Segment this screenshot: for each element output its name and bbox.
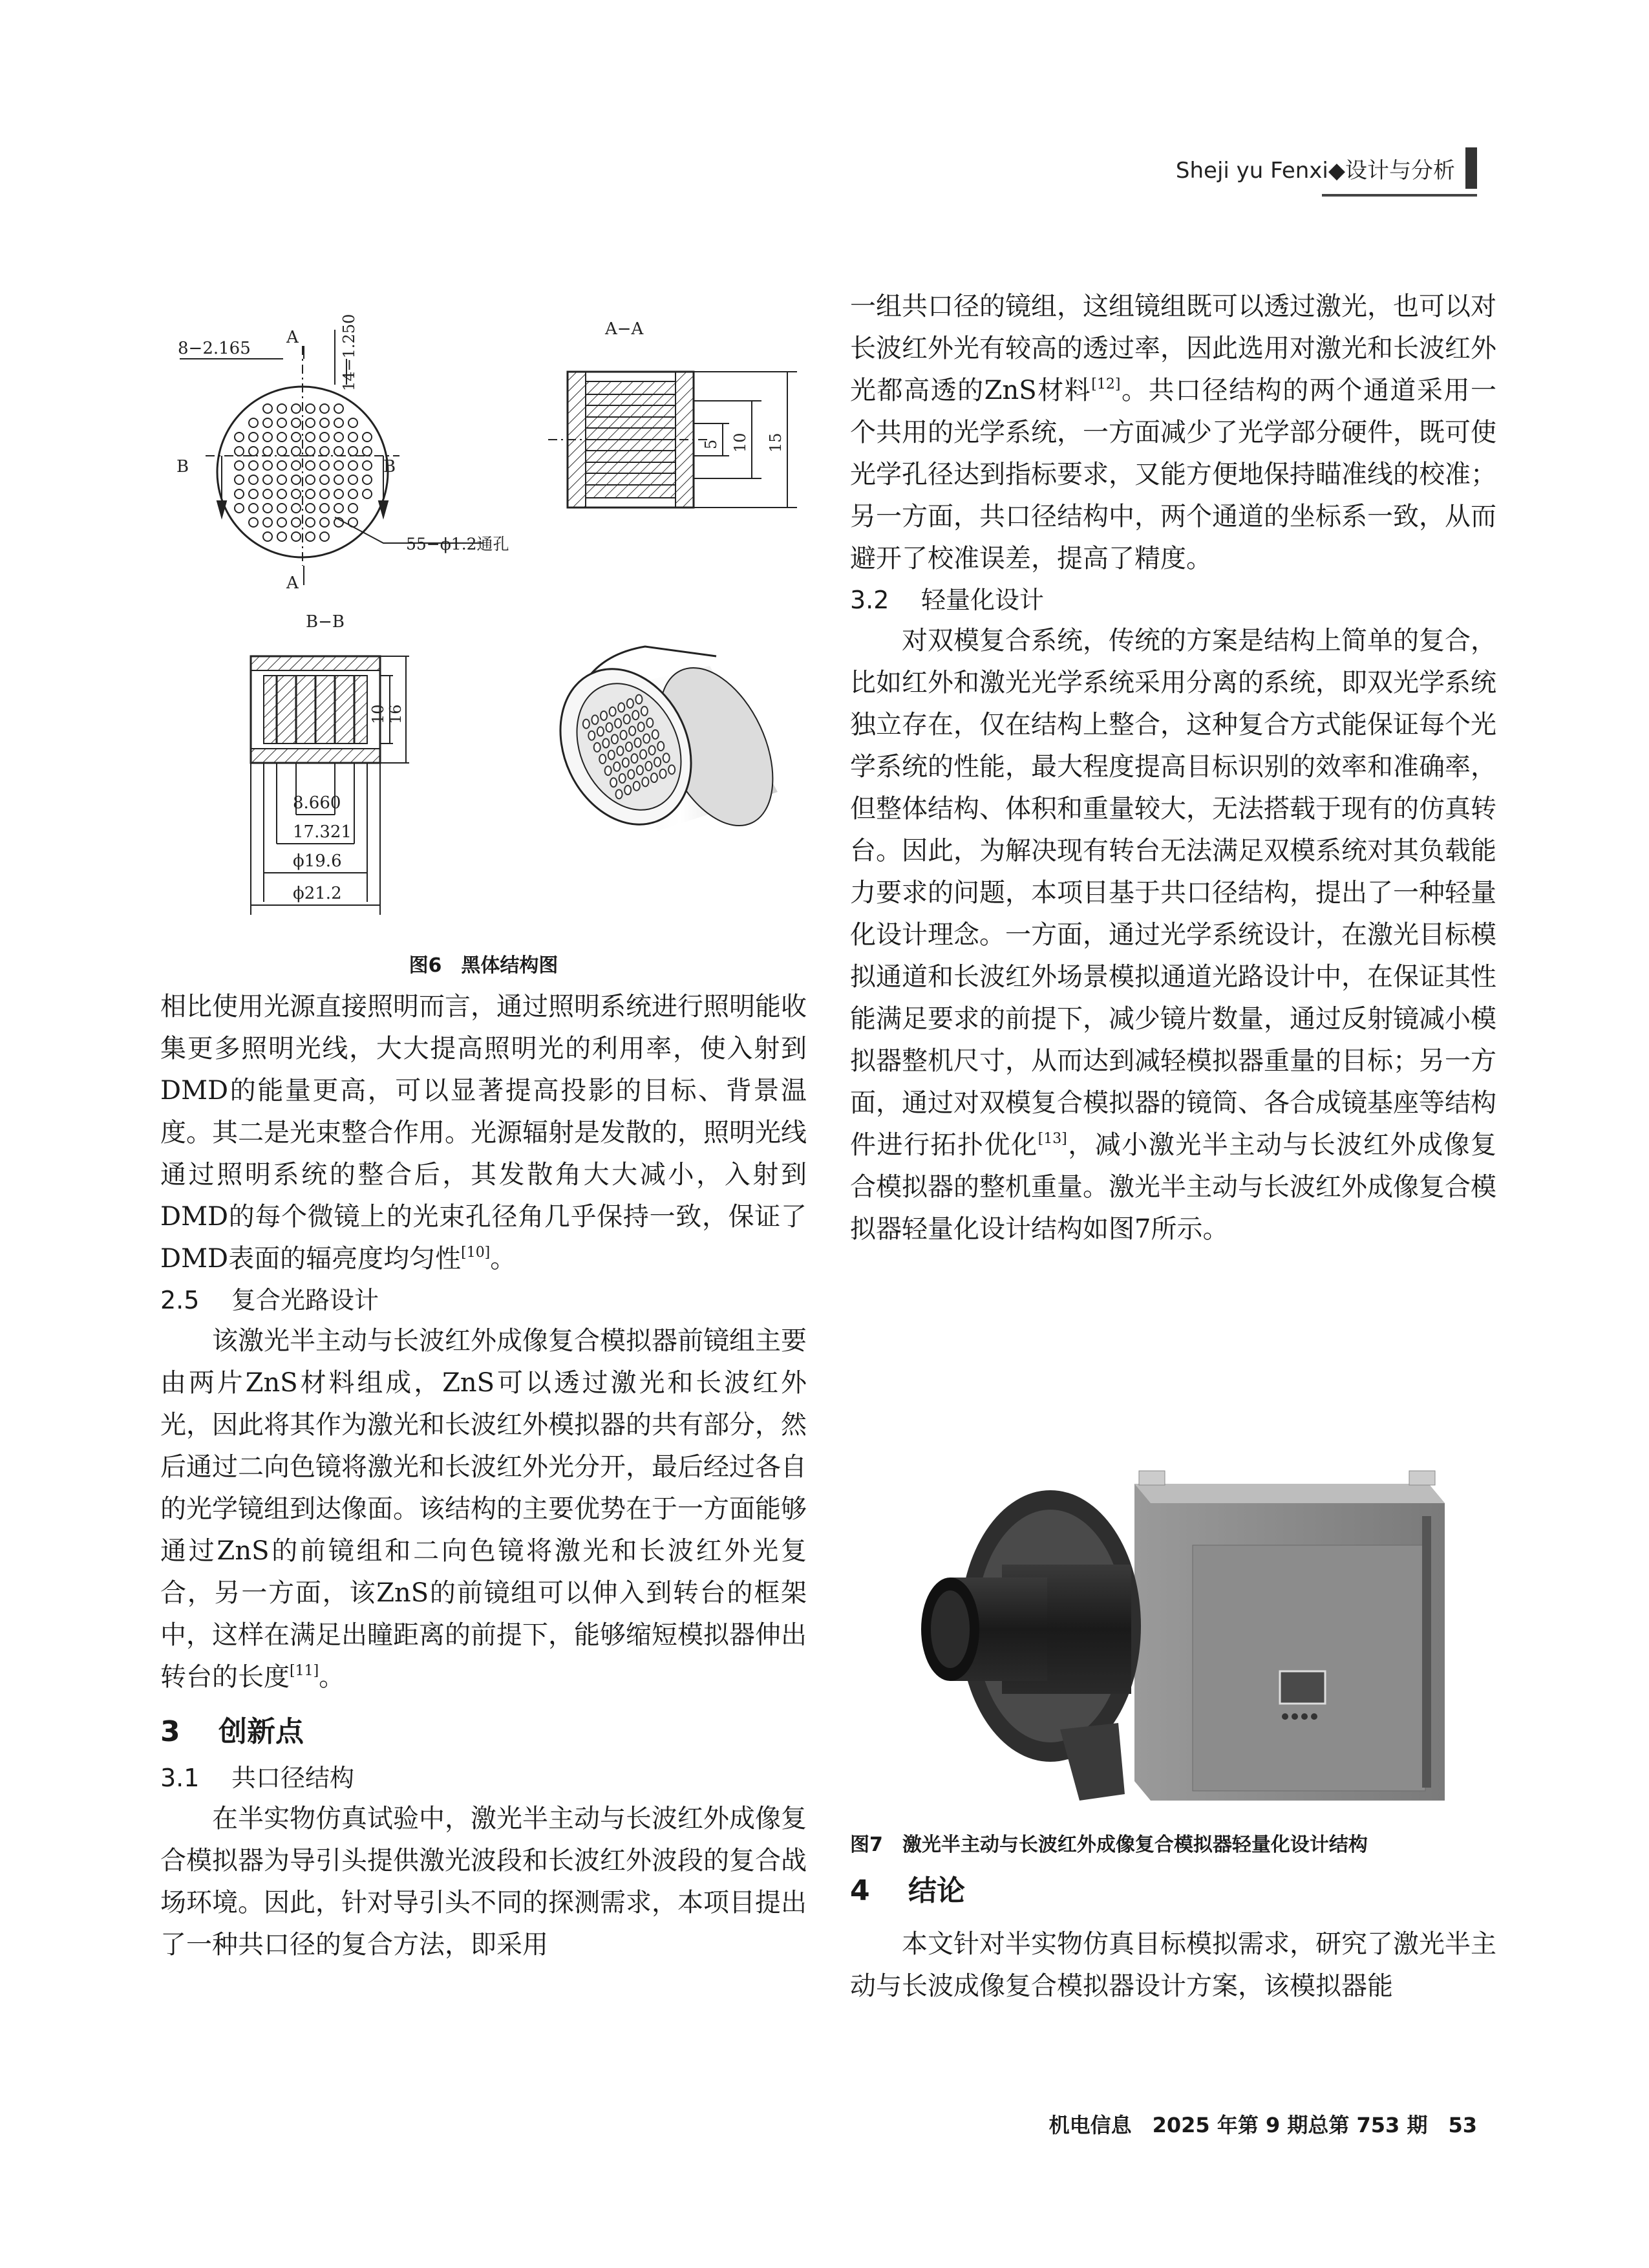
left-column bbox=[160, 986, 807, 1966]
hole bbox=[263, 461, 272, 470]
hole bbox=[629, 727, 635, 736]
hole bbox=[292, 504, 301, 513]
hole bbox=[277, 518, 286, 527]
hole bbox=[334, 404, 343, 413]
paragraph-text: 相比使用光源直接照明而言，通过照明系统进行照明能收集更多照明光线，大大提高照明光的利用率，使入射到DMD的能量更高，可以显著提高投影的目标、背景温度。其二是光束整合作用。光源辐射是发散的，照明光线通过照明系统的整合后，其发散角大大减小，入射到DMD的每个微镜上的光束孔径角几乎保持一致，保证了DMD表面的辐亮度均匀性 bbox=[160, 992, 807, 1274]
hole bbox=[235, 461, 244, 470]
hole bbox=[605, 766, 612, 775]
section-title: 创新点 bbox=[218, 1715, 304, 1748]
hole bbox=[621, 731, 627, 740]
running-header bbox=[1176, 147, 1477, 189]
hole bbox=[649, 745, 655, 754]
page-footer: 机电信息 2025 年第 9 期总第 753 期 53 bbox=[1048, 2113, 1477, 2137]
hole bbox=[640, 750, 646, 759]
hole bbox=[642, 777, 648, 786]
hole bbox=[363, 489, 372, 498]
hole bbox=[306, 475, 315, 484]
hole bbox=[348, 504, 357, 513]
hole bbox=[334, 433, 343, 442]
label-dim-10b: 10 bbox=[369, 704, 387, 724]
hole bbox=[306, 518, 315, 527]
hole bbox=[624, 714, 630, 723]
hole bbox=[334, 461, 343, 470]
hole bbox=[277, 418, 286, 427]
hole bbox=[306, 461, 315, 470]
section-heading-4 bbox=[850, 1865, 1496, 1917]
running-title: Sheji yu Fenxi◆设计与分析 bbox=[1175, 157, 1455, 184]
section-heading-3-1 bbox=[160, 1758, 807, 1798]
paragraph: 本文针对半实物仿真目标模拟需求，研究了激光半主动与长波成像复合模拟器设计方案，该模拟器能 bbox=[850, 1929, 1496, 2001]
hole bbox=[618, 703, 624, 712]
section-title: 结论 bbox=[908, 1874, 965, 1907]
hole bbox=[594, 743, 601, 752]
figure-6 bbox=[160, 294, 807, 947]
hole bbox=[249, 447, 258, 456]
hole bbox=[320, 489, 329, 498]
hole bbox=[654, 758, 661, 767]
hole bbox=[624, 786, 631, 795]
hole bbox=[306, 418, 315, 427]
hole bbox=[235, 504, 244, 513]
hole bbox=[334, 447, 343, 456]
hole bbox=[638, 722, 644, 731]
section-aa-view bbox=[548, 372, 797, 508]
hole bbox=[249, 433, 258, 442]
paragraph bbox=[850, 620, 1496, 1250]
hole bbox=[334, 489, 343, 498]
hole bbox=[348, 418, 357, 427]
figure-6-drawing bbox=[160, 294, 807, 947]
hole bbox=[591, 715, 598, 724]
hole bbox=[249, 489, 258, 498]
hole bbox=[320, 404, 329, 413]
hole bbox=[277, 532, 286, 541]
hole bbox=[660, 769, 666, 778]
right-column bbox=[850, 286, 1496, 1250]
hole bbox=[641, 707, 648, 716]
label-section-aa: A−A bbox=[605, 319, 644, 339]
hole bbox=[652, 730, 659, 739]
hole bbox=[292, 447, 301, 456]
hole bbox=[637, 765, 643, 775]
hole bbox=[263, 447, 272, 456]
hole bbox=[292, 532, 301, 541]
hole bbox=[249, 518, 258, 527]
hole bbox=[627, 699, 633, 708]
section-number: 3.1 bbox=[160, 1764, 200, 1792]
hole bbox=[263, 433, 272, 442]
paragraph-continued: ，减小激光半主动与长波红外成像复合模拟器的整机重量。激光半主动与长波红外成像复合模拟器轻量化设计结构如图7所示。 bbox=[850, 1130, 1497, 1244]
hole bbox=[668, 765, 675, 774]
citation: [12] bbox=[1091, 376, 1121, 392]
hole bbox=[263, 489, 272, 498]
hole bbox=[235, 433, 244, 442]
hole bbox=[263, 532, 272, 541]
hole bbox=[334, 475, 343, 484]
hole bbox=[292, 518, 301, 527]
hole bbox=[622, 758, 629, 767]
hole bbox=[635, 695, 642, 704]
paragraph-text: 一组共口径的镜组，这组镜组既可以透过激光，也可以对长波红外光有较高的透过率，因此选用对激光和长波红外光都高透的ZnS材料 bbox=[850, 292, 1496, 405]
hole bbox=[320, 433, 329, 442]
hole bbox=[363, 461, 372, 470]
hole bbox=[597, 727, 604, 736]
hole bbox=[249, 461, 258, 470]
hole bbox=[348, 489, 357, 498]
hole bbox=[320, 447, 329, 456]
label-dim-5: 5 bbox=[702, 439, 720, 449]
front-view bbox=[206, 346, 399, 566]
hole bbox=[348, 433, 357, 442]
hole bbox=[616, 789, 622, 798]
hole bbox=[320, 418, 329, 427]
label-b-right: B bbox=[383, 457, 396, 476]
hole bbox=[601, 711, 607, 720]
hole bbox=[363, 475, 372, 484]
hole bbox=[334, 418, 343, 427]
figure-7-caption: 图7 激光半主动与长波红外成像复合模拟器轻量化设计结构 bbox=[850, 1834, 1368, 1856]
hole bbox=[277, 504, 286, 513]
figure-7 bbox=[905, 1458, 1454, 1820]
label-dim-17321: 17.321 bbox=[293, 822, 352, 842]
hole bbox=[263, 475, 272, 484]
hole bbox=[663, 753, 670, 762]
hole bbox=[635, 738, 641, 747]
hole bbox=[277, 475, 286, 484]
hole bbox=[363, 447, 372, 456]
section-number: 2.5 bbox=[160, 1286, 200, 1314]
section-heading-2-5 bbox=[160, 1280, 807, 1320]
hole bbox=[628, 770, 634, 779]
hole bbox=[292, 489, 301, 498]
hole bbox=[646, 718, 653, 727]
hole bbox=[320, 532, 329, 541]
hole bbox=[292, 475, 301, 484]
hole bbox=[645, 762, 652, 771]
section-title: 复合光路设计 bbox=[231, 1286, 379, 1314]
simulator-render bbox=[905, 1458, 1454, 1820]
hole bbox=[235, 447, 244, 456]
hole bbox=[606, 723, 613, 732]
hole bbox=[277, 461, 286, 470]
hole bbox=[249, 504, 258, 513]
hole bbox=[277, 404, 286, 413]
paragraph bbox=[850, 286, 1496, 580]
label-dim-10: 10 bbox=[731, 433, 749, 453]
hole bbox=[610, 778, 617, 787]
header-rule bbox=[1322, 194, 1477, 197]
hole bbox=[348, 461, 357, 470]
section-bb-view bbox=[251, 656, 409, 915]
hole bbox=[626, 742, 632, 751]
hole bbox=[363, 433, 372, 442]
hole bbox=[643, 734, 650, 743]
hole bbox=[348, 447, 357, 456]
figure-6-caption: 图6 黑体结构图 bbox=[409, 954, 559, 977]
hole bbox=[292, 418, 301, 427]
hole bbox=[612, 734, 618, 744]
hole bbox=[320, 518, 329, 527]
label-dim-16: 16 bbox=[387, 704, 405, 724]
label-dim-196: ϕ19.6 bbox=[293, 851, 342, 871]
paragraph bbox=[160, 1320, 807, 1698]
hole bbox=[249, 418, 258, 427]
hole bbox=[306, 532, 315, 541]
hole bbox=[320, 504, 329, 513]
paragraph: 在半实物仿真试验中，激光半主动与长波红外成像复合模拟器为导引头提供激光波段和长波红外波段的复合战场环境。因此，针对导引头不同的探测需求，本项目提出了一种共口径的复合方法，即采用 bbox=[160, 1804, 807, 1960]
hole bbox=[235, 475, 244, 484]
hole bbox=[263, 518, 272, 527]
hole bbox=[306, 504, 315, 513]
paragraph-text: 对双模复合系统，传统的方案是结构上简单的复合，比如红外和激光光学系统采用分离的系统，即双光学系统独立存在，仅在结构上整合，这种复合方式能保证每个光学系统的性能，最大程度提高目标识别的效率和准确率，但整体结构、体积和重量较大，无法搭载于现有的仿真转台。因此，为解决现有转台无法满足双模系统对其负载能力要求的问题，本项目基于共口径结构，提出了一种轻量化设计理念。一方面，通过光学系统设计，在激光目标模拟通道和长波红外场景模拟通道光路设计中，在保证其性能满足要求的前提下，减少镜片数量，通过反射镜减小模拟器整机尺寸，从而达到减轻模拟器重量的目标；另一方面，通过对双模复合模拟器的镜筒、各合成镜基座等结构件进行拓扑优化 bbox=[850, 626, 1496, 1160]
hole bbox=[320, 475, 329, 484]
paragraph-end: 。 bbox=[319, 1662, 345, 1692]
hole bbox=[617, 746, 623, 755]
hole bbox=[235, 489, 244, 498]
hole bbox=[657, 742, 664, 751]
section-title: 共口径结构 bbox=[231, 1764, 355, 1792]
hole bbox=[615, 719, 621, 728]
citation: [11] bbox=[290, 1663, 319, 1679]
section-number: 4 bbox=[850, 1874, 870, 1907]
section-heading-3-2 bbox=[850, 580, 1496, 620]
hole bbox=[583, 720, 590, 729]
section-number: 3 bbox=[160, 1715, 180, 1748]
hole bbox=[263, 418, 272, 427]
hole bbox=[602, 739, 609, 748]
hole bbox=[608, 751, 615, 760]
hole bbox=[631, 754, 637, 763]
label-hole-count: 55−ϕ1.2通孔 bbox=[406, 535, 509, 553]
label-a-bottom: A bbox=[286, 573, 299, 593]
header-bar bbox=[1465, 147, 1477, 189]
hole bbox=[610, 707, 616, 716]
paragraph bbox=[160, 986, 807, 1280]
citation: [13] bbox=[1037, 1131, 1067, 1147]
label-section-bb: B−B bbox=[306, 612, 345, 632]
citation: [10] bbox=[461, 1245, 491, 1261]
hole bbox=[306, 404, 315, 413]
hole bbox=[320, 461, 329, 470]
hole bbox=[277, 433, 286, 442]
hole bbox=[613, 762, 620, 771]
hole bbox=[633, 782, 640, 791]
hole bbox=[249, 475, 258, 484]
hole bbox=[277, 489, 286, 498]
hole bbox=[277, 447, 286, 456]
hole bbox=[348, 475, 357, 484]
label-dim-vertical: 14−1.250 bbox=[340, 314, 358, 391]
hole bbox=[306, 447, 315, 456]
hole bbox=[263, 404, 272, 413]
hole bbox=[651, 773, 657, 782]
isometric-cylinder bbox=[536, 647, 796, 846]
hole bbox=[306, 433, 315, 442]
label-dim-212: ϕ21.2 bbox=[293, 884, 342, 903]
right-column-lower bbox=[850, 1865, 1496, 2007]
label-b-left: B bbox=[176, 457, 189, 476]
label-dim-15: 15 bbox=[767, 433, 785, 453]
paragraph-end: 。 bbox=[490, 1244, 516, 1274]
hole bbox=[632, 711, 639, 720]
section-heading-3 bbox=[160, 1706, 807, 1758]
hole bbox=[619, 774, 626, 783]
label-a-top: A bbox=[286, 328, 299, 347]
section-title: 轻量化设计 bbox=[921, 586, 1045, 614]
hole bbox=[588, 731, 595, 740]
hole bbox=[334, 504, 343, 513]
hole bbox=[263, 504, 272, 513]
hole bbox=[599, 754, 606, 764]
hole bbox=[292, 433, 301, 442]
section-number: 3.2 bbox=[850, 586, 889, 614]
hole bbox=[292, 461, 301, 470]
hole bbox=[292, 404, 301, 413]
paragraph-continued: 。共口径结构的两个通道采用一个共用的光学系统，一方面减少了光学部分硬件，既可使光学孔径达到指标要求，又能方便地保持瞄准线的校准；另一方面，共口径结构中，两个通道的坐标系一致，从而避开了校准误差，提高了精度。 bbox=[850, 376, 1496, 573]
hole bbox=[306, 489, 315, 498]
label-holes-spec: 8−2.165 bbox=[178, 339, 251, 358]
label-dim-8660: 8.660 bbox=[293, 793, 341, 813]
paragraph-text: 该激光半主动与长波红外成像复合模拟器前镜组主要由两片ZnS材料组成，ZnS可以透过激光和长波红外光，因此将其作为激光和长波红外模拟器的共有部分，然后通过二向色镜将激光和长波红外光分开，最后经过各自的光学镜组到达像面。该结构的主要优势在于一方面能够通过ZnS的前镜组和二向色镜将激光和长波红外光复合，另一方面，该ZnS的前镜组可以伸入到转台的框架中，这样在满足出瞳距离的前提下，能够缩短模拟器伸出转台的长度 bbox=[160, 1326, 807, 1692]
